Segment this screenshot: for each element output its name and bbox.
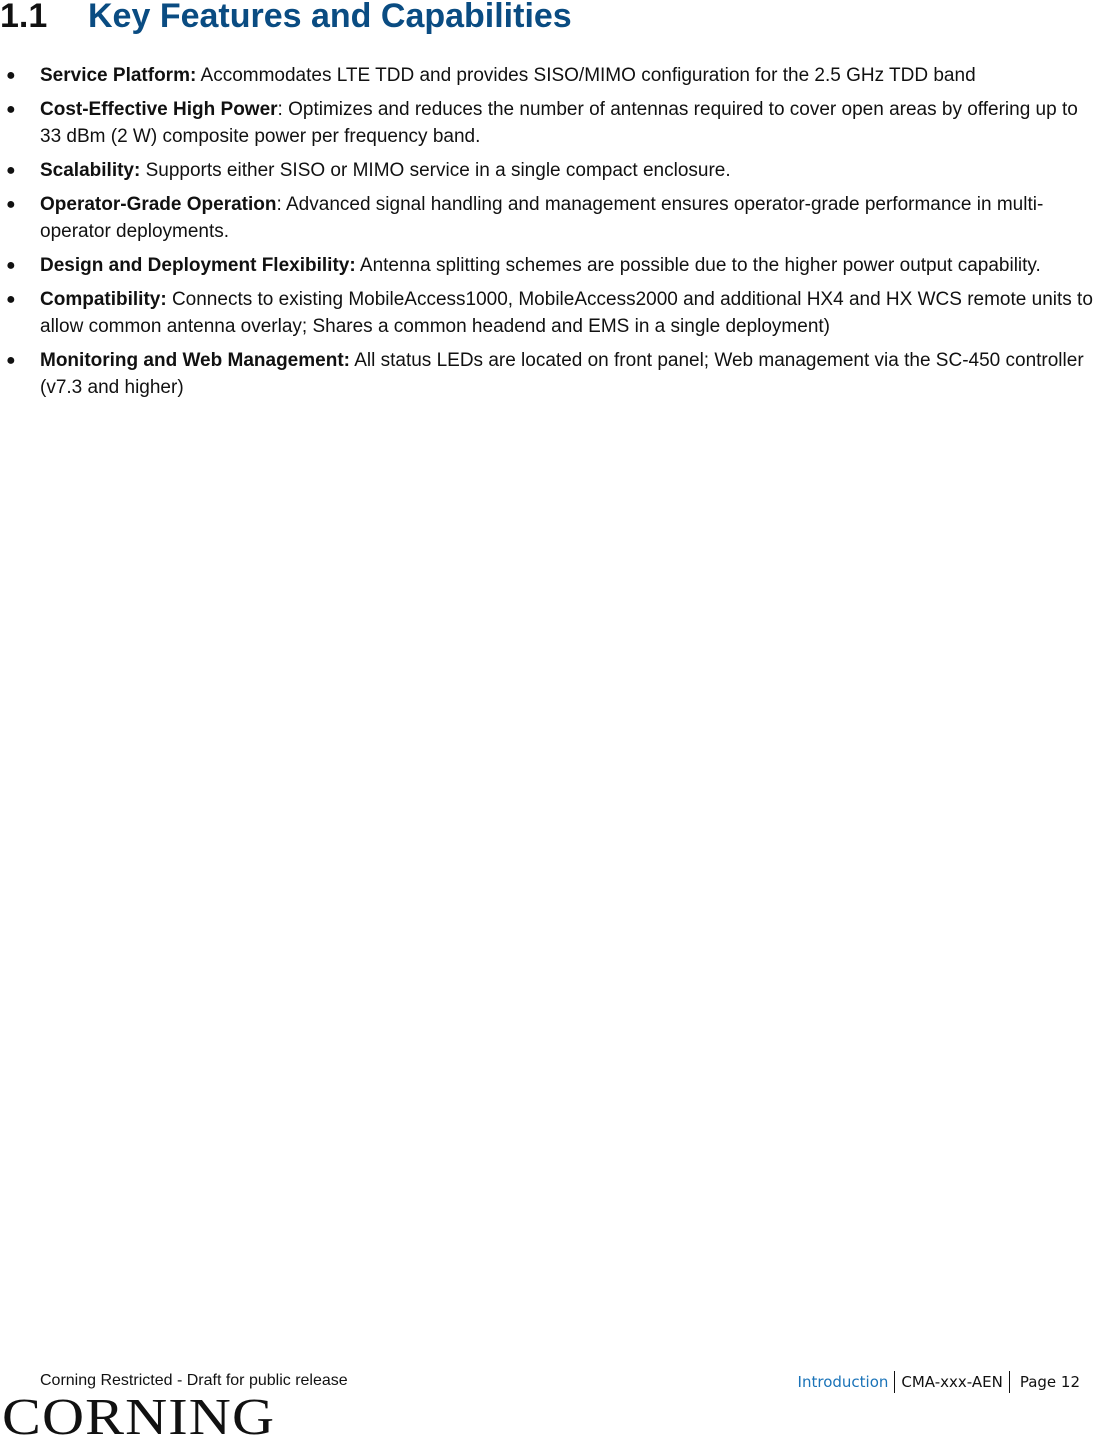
footer-chapter: Introduction <box>798 1371 896 1393</box>
feature-lead: Service Platform: <box>40 65 197 86</box>
feature-lead: Design and Deployment Flexibility: <box>40 255 356 276</box>
feature-text: Supports either SISO or MIMO service in a single compact enclosure. <box>140 160 731 181</box>
bullet-icon: ● <box>6 291 16 308</box>
section-number: 1.1 <box>0 0 48 35</box>
feature-lead: Operator-Grade Operation <box>40 194 277 215</box>
feature-list <box>0 62 1094 408</box>
footer-page-info <box>798 1371 1080 1393</box>
feature-text: Connects to existing MobileAccess1000, MobileAccess2000 and additional HX4 and HX WCS remote units to allow common antenna overlay; Shares a common headend and EMS in a single deployment) <box>40 289 1093 337</box>
feature-text: : Optimizes and reduces the number of antennas required to cover open areas by offering up to 33 dBm (2 W) composite power per frequency band. <box>40 99 1078 147</box>
feature-lead: Scalability: <box>40 160 141 181</box>
bullet-icon: ● <box>6 162 16 179</box>
section-title: Key Features and Capabilities <box>88 0 572 35</box>
feature-text: Accommodates LTE TDD and provides SISO/MIMO configuration for the 2.5 GHz TDD band <box>196 65 976 86</box>
bullet-icon: ● <box>6 257 16 274</box>
feature-text: : Advanced signal handling and management ensures operator-grade performance in multi-operator deployments. <box>40 194 1044 242</box>
list-item <box>0 252 1094 279</box>
bullet-icon: ● <box>6 101 16 118</box>
bullet-icon: ● <box>6 67 16 84</box>
list-item <box>0 347 1094 401</box>
corning-logo: CORNING <box>2 1389 276 1446</box>
footer-page-number: Page 12 <box>1019 1373 1080 1391</box>
feature-text: Antenna splitting schemes are possible due to the higher power output capability. <box>355 255 1041 276</box>
list-item <box>0 191 1094 245</box>
list-item <box>0 96 1094 150</box>
feature-lead: Compatibility: <box>40 289 167 310</box>
list-item <box>0 157 1094 184</box>
bullet-icon: ● <box>6 196 16 213</box>
list-item <box>0 286 1094 340</box>
feature-lead: Monitoring and Web Management: <box>40 350 350 371</box>
footer-doc-id: CMA-xxx-AEN <box>895 1371 1009 1393</box>
footer-restriction-note: Corning Restricted - Draft for public release <box>40 1372 348 1389</box>
feature-text: All status LEDs are located on front panel; Web management via the SC-450 controller (v7.3 and higher) <box>40 350 1084 398</box>
feature-lead: Cost-Effective High Power <box>40 99 278 120</box>
section-heading <box>0 0 572 38</box>
bullet-icon: ● <box>6 352 16 369</box>
list-item <box>0 62 1094 89</box>
